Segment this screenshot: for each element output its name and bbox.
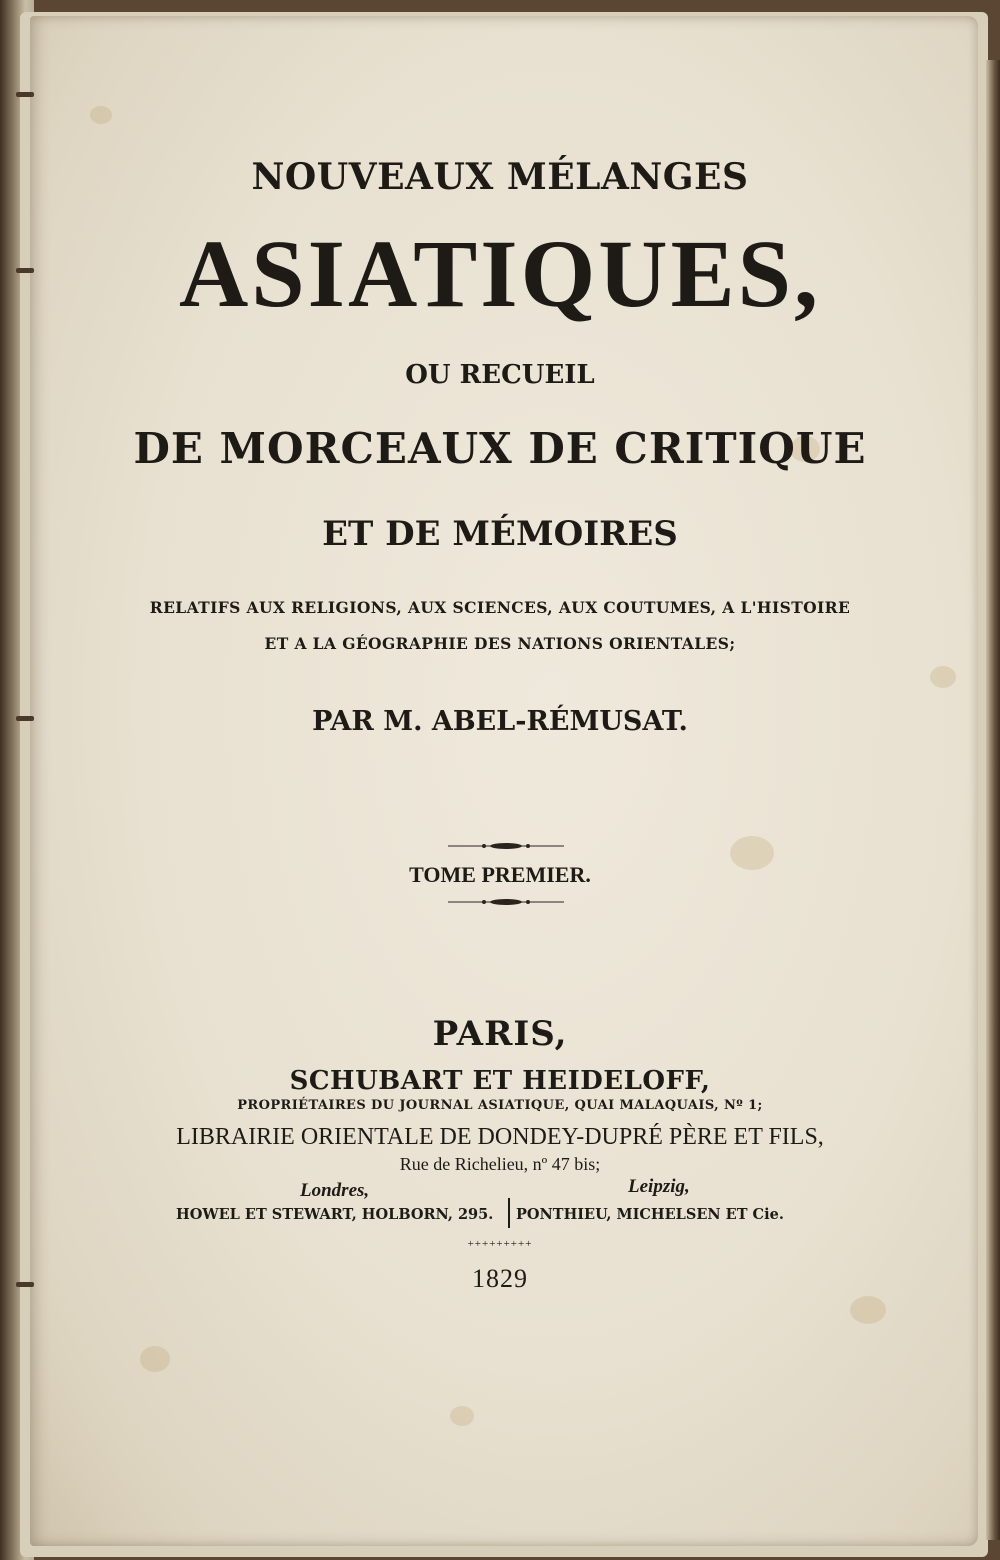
imprint-city: PARIS, (432, 1014, 568, 1054)
foxing-spot (140, 1346, 170, 1372)
bottom-ornament-rule (448, 898, 564, 906)
publisher-1: SCHUBART ET HEIDELOFF, (289, 1066, 711, 1096)
imprint-divider (508, 1198, 510, 1228)
leipzig-publisher: PONTHIEU, MICHELSEN ET Cie. (516, 1206, 784, 1223)
title-line-5: ET DE MÉMOIRES (322, 514, 678, 554)
foxing-spot (850, 1296, 886, 1324)
publisher-1-note: PROPRIÉTAIRES DU JOURNAL ASIATIQUE, QUAI MALAQUAIS, Nº 1; (237, 1098, 763, 1113)
subtitle-line-1: RELATIFS AUX RELIGIONS, AUX SCIENCES, AUX COUTUMES, A L'HISTOIRE (149, 598, 851, 617)
publisher-2: LIBRAIRIE ORIENTALE DE DONDEY-DUPRÉ PÈRE ET FILS, (176, 1124, 824, 1150)
publisher-2-address: Rue de Richelieu, nº 47 bis; (399, 1154, 601, 1174)
london-publisher: HOWEL ET STEWART, HOLBORN, 295. (176, 1206, 494, 1223)
imprint-separator: +++++++++ (467, 1238, 533, 1250)
title-line-4: DE MORCEAUX DE CRITIQUE (133, 424, 867, 473)
subtitle-line-2: ET A LA GÉOGRAPHIE DES NATIONS ORIENTALES; (264, 634, 736, 653)
author-line: PAR M. ABEL-RÉMUSAT. (312, 706, 688, 737)
publication-year: 1829 (472, 1264, 528, 1293)
leipzig-label: Leipzig, (628, 1176, 690, 1197)
london-label: Londres, (300, 1180, 370, 1201)
foxing-spot (930, 666, 956, 688)
volume-label: TOME PREMIER. (409, 862, 591, 887)
title-line-1: NOUVEAUX MÉLANGES (251, 156, 749, 198)
foxing-spot (450, 1406, 474, 1426)
title-line-2: ASIATIQUES, (178, 220, 822, 327)
title-line-3: OU RECUEIL (405, 360, 595, 390)
binding-stitch (16, 92, 34, 97)
top-ornament-rule (448, 842, 564, 850)
foxing-spot (90, 106, 112, 124)
